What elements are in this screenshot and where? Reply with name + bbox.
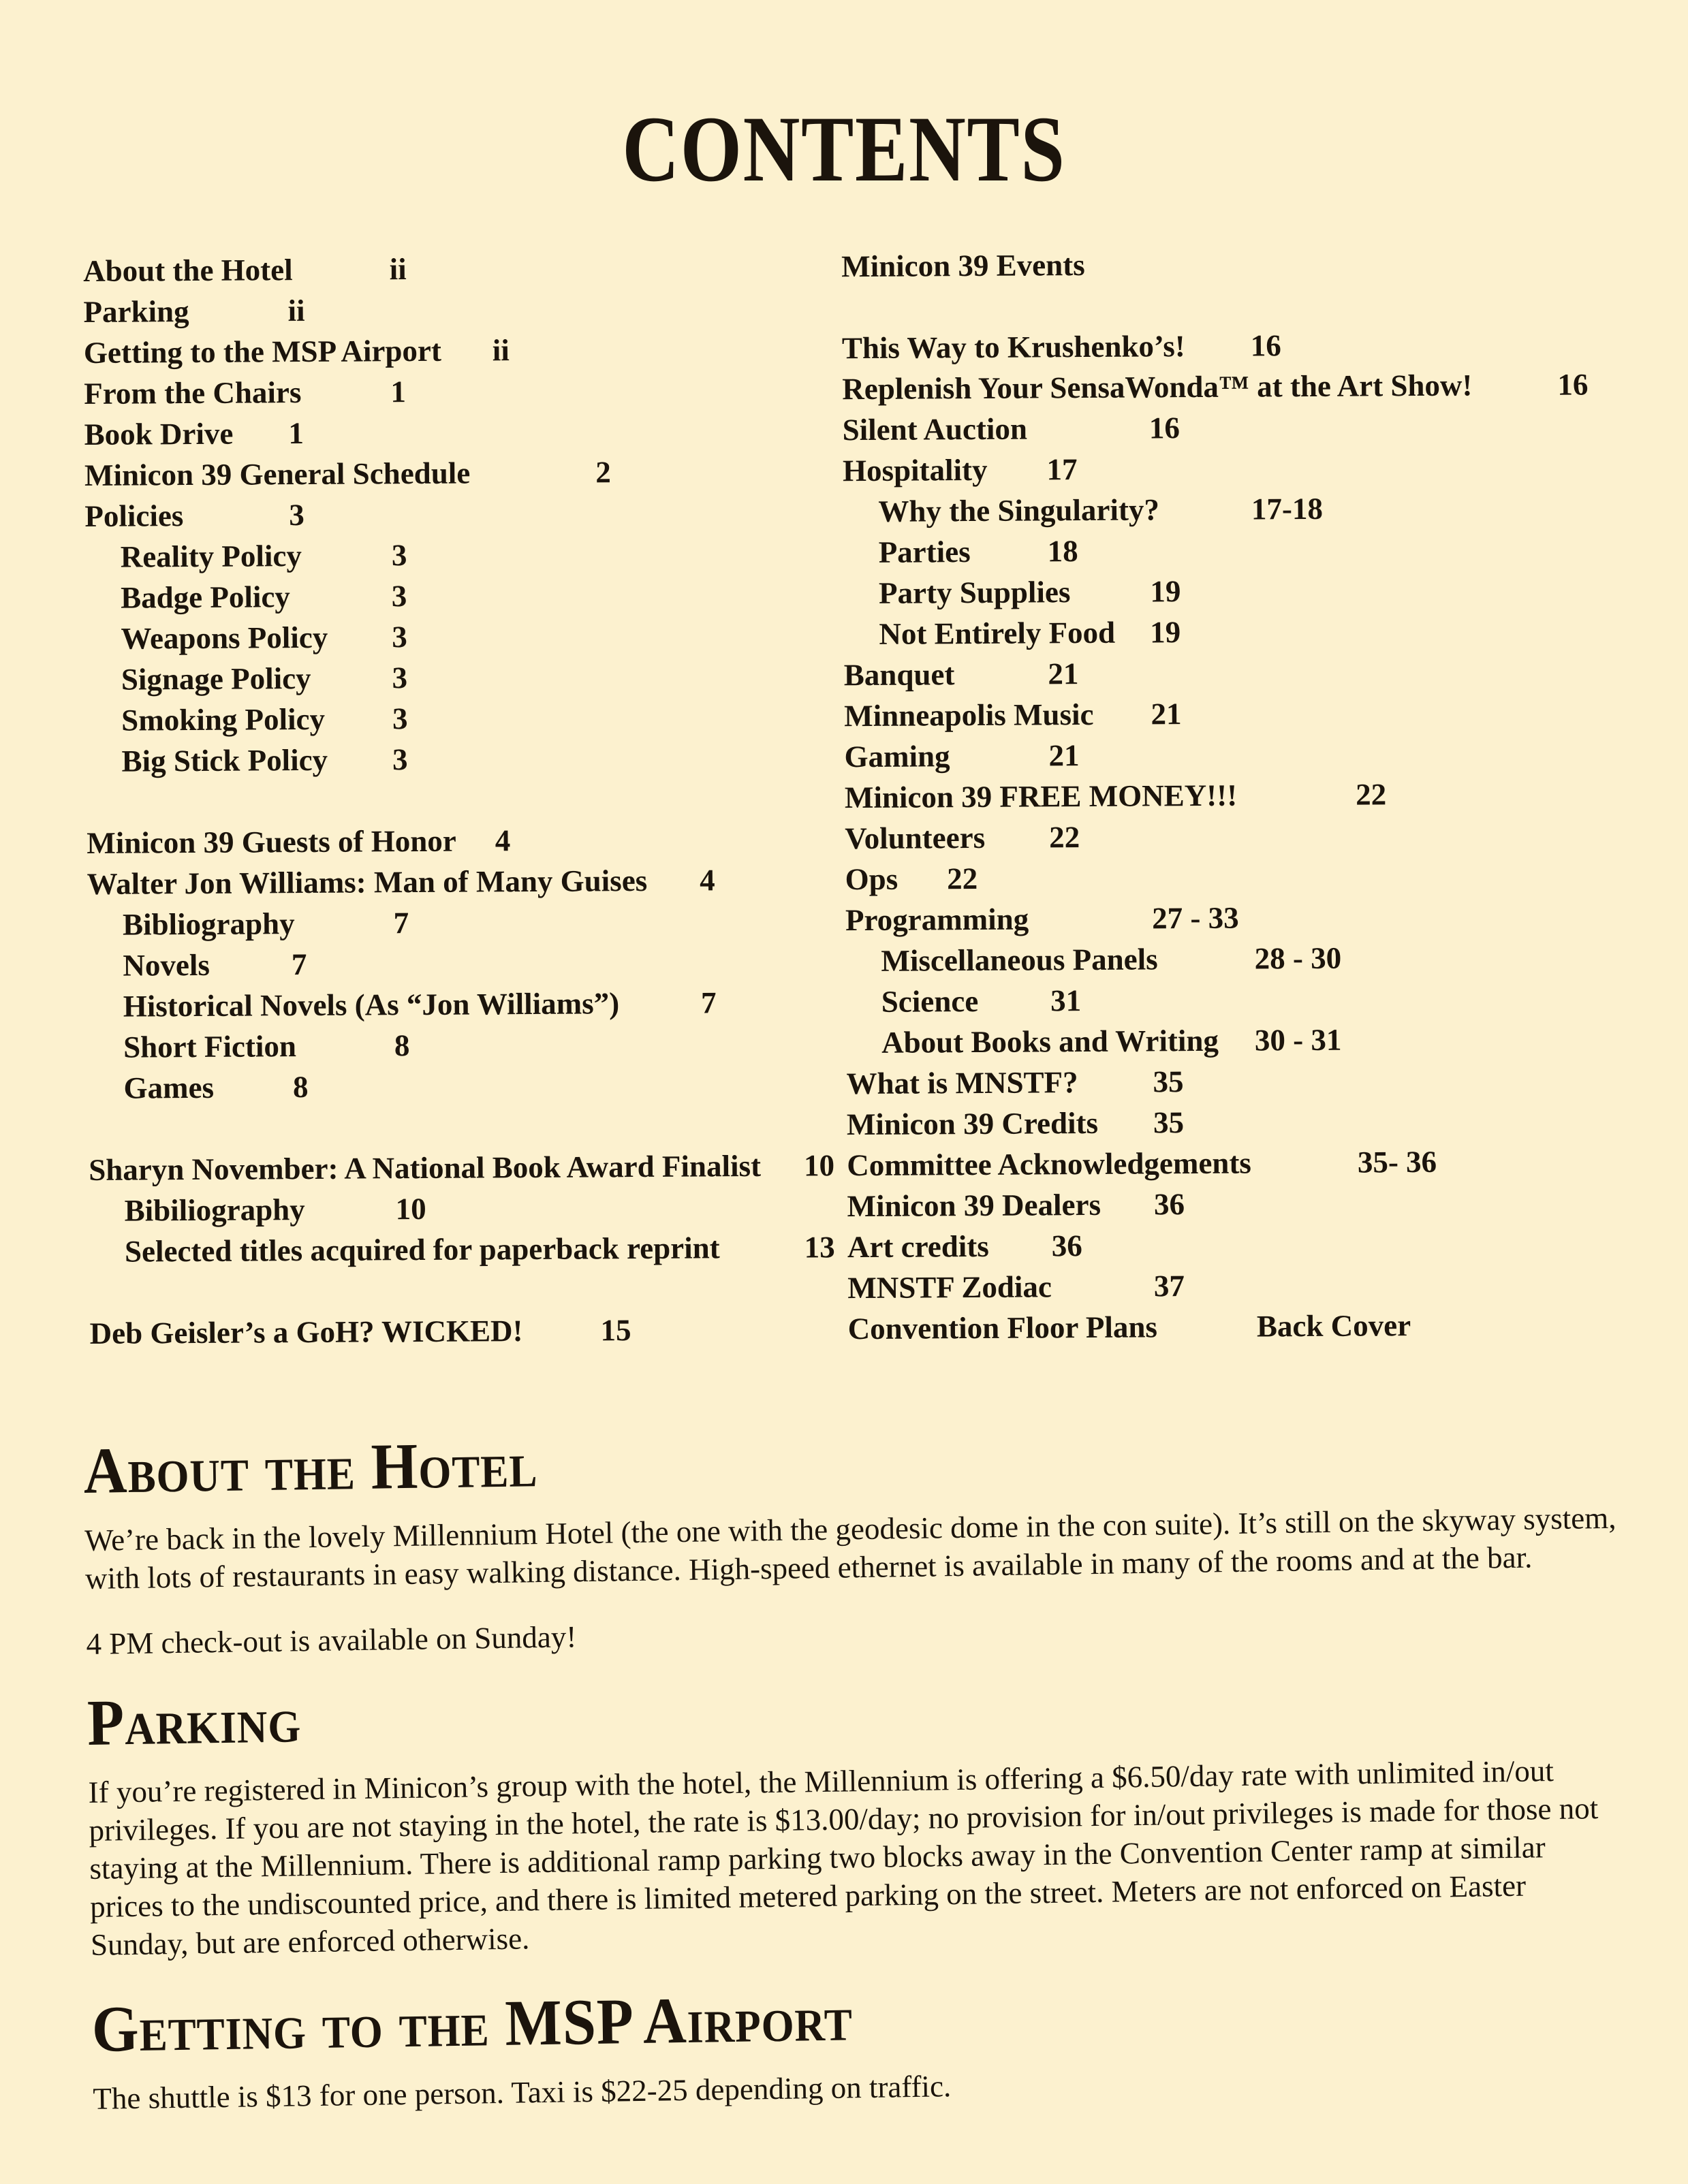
toc-entry [88, 1022, 846, 1068]
toc-entry-label: Minicon 39 Credits [846, 1105, 1099, 1142]
toc-entry-page: 19 [1149, 615, 1181, 650]
toc-entry-page: 10 [395, 1191, 426, 1226]
toc-entry [87, 900, 845, 945]
toc-entry [86, 695, 844, 741]
toc-entry-page: 17 [1046, 452, 1078, 487]
toc-entry-label: Bibliography [122, 906, 295, 942]
toc-entry-label: Games [123, 1070, 215, 1105]
toc-entry-label: This Way to Krushenko’s! [841, 329, 1185, 366]
toc-entry-page: 3 [392, 742, 408, 777]
toc-entry [89, 1186, 847, 1231]
toc-entry-label: Policies [84, 498, 184, 533]
toc-entry-page: 4 [700, 863, 715, 898]
toc-entry-label: Convention Floor Plans [847, 1310, 1158, 1346]
toc-entry [845, 813, 1623, 859]
toc-entry-label: Minicon 39 Events [841, 248, 1085, 284]
toc-entry-label: Selected titles acquired for paperback reprint [124, 1231, 720, 1269]
toc-entry [841, 241, 1620, 287]
toc-entry [88, 981, 846, 1027]
toc-entry-label: Why the Singularity? [878, 492, 1160, 528]
toc-entry [845, 895, 1624, 940]
toc-entry-page: 3 [392, 620, 407, 654]
toc-entry-label: Minicon 39 FREE MONEY!!! [844, 778, 1238, 815]
toc-entry-page: 1 [288, 416, 304, 451]
toc-entry-label: Smoking Policy [121, 701, 326, 738]
toc-entry-label: Minicon 39 Guests of Honor [87, 823, 456, 860]
toc-entry-label: Sharyn November: A National Book Award Finalist [89, 1148, 762, 1187]
section-heading: Parking [87, 1683, 302, 1759]
toc-entry [847, 1181, 1625, 1226]
toc-entry [848, 1303, 1627, 1349]
toc-entry-label: Minicon 39 Dealers [847, 1187, 1101, 1224]
page-sections [83, 1416, 1626, 2118]
section-parking [87, 1668, 1623, 1964]
section-about-the-hotel [83, 1416, 1619, 1663]
toc-entry-page: 3 [392, 661, 408, 695]
toc-entry [87, 818, 845, 864]
toc-entry-page: 7 [291, 947, 307, 982]
toc-entry [84, 368, 842, 414]
toc-entry-page: 16 [1148, 411, 1181, 445]
toc-entry-page: 36 [1051, 1229, 1082, 1263]
toc-entry-label: Reality Policy [120, 539, 302, 574]
toc-entry-label: Weapons Policy [121, 620, 328, 656]
page-title: CONTENTS [622, 97, 1066, 201]
toc-entry [85, 573, 843, 618]
toc-entry-label: Getting to the MSP Airport [83, 333, 441, 370]
toc-entry-label: Hospitality [842, 452, 988, 488]
toc-entry [87, 859, 845, 904]
toc-entry-page: 35- 36 [1357, 1144, 1437, 1180]
toc-entry [85, 614, 843, 659]
toc-entry-label: Parties [878, 535, 971, 569]
toc-entry [83, 246, 841, 291]
toc-entry-label: Minneapolis Music [844, 697, 1094, 733]
toc-entry-label: Badge Policy [120, 580, 290, 615]
toc-entry [84, 450, 843, 496]
toc-entry-label: Volunteers [845, 820, 986, 856]
toc-entry [847, 1140, 1625, 1186]
toc-entry [89, 1145, 847, 1190]
section-heading: Getting to the MSP Airport [91, 1981, 854, 2066]
toc-entry [87, 940, 845, 986]
toc-entry-page: 31 [1050, 983, 1082, 1018]
toc-entry-label: Silent Auction [842, 411, 1028, 447]
toc-entry [842, 405, 1621, 450]
toc-entry [84, 409, 842, 455]
toc-entry-page: 1 [390, 375, 407, 409]
section-paragraph: If you’re registered in Minicon’s group with the hotel, the Millennium is offering a $6.50/day rate with unlimited in/out privileges. If you are not staying in the hotel, the rate is $13.00/day; no provision for in/out privileges is made for those not staying at the Millennium. There is additional ramp parking two blocks away in the Convention Center ramp at similar prices to the undiscounted price, and there is limited metered parking on the street. Meters are not enforced on Easter Sunday, but are enforced otherwise. [88, 1754, 1599, 1962]
toc-entry-page: Back Cover [1256, 1308, 1411, 1344]
toc-entry-page: ii [389, 252, 407, 287]
toc-entry-page: 3 [289, 498, 304, 533]
toc-entry-page: ii [492, 333, 510, 368]
toc-entry [843, 568, 1622, 614]
toc-entry-page: 36 [1153, 1187, 1185, 1222]
toc-entry-label: Deb Geisler’s a GoH? WICKED! [89, 1314, 523, 1350]
toc-entry-label: Big Stick Policy [121, 742, 328, 778]
toc-entry [845, 772, 1623, 818]
toc-entry [846, 1017, 1625, 1063]
toc-entry-page: 2 [595, 455, 611, 490]
toc-entry-label: Gaming [844, 739, 950, 774]
toc-entry-label: Signage Policy [121, 661, 311, 697]
toc-entry-label: Walter Jon Williams: Man of Many Guises [87, 863, 648, 901]
section-getting-to-msp-airport [91, 1974, 1625, 2118]
toc-entry [841, 282, 1620, 328]
toc-column-right [841, 241, 1627, 1349]
toc-entry-label: Replenish Your SensaWonda™ at the Art Show! [842, 368, 1473, 407]
table-of-contents [83, 241, 1627, 1354]
toc-entry-label: Science [881, 983, 979, 1019]
toc-entry-label: Programming [845, 902, 1029, 938]
toc-entry-label: What is MNSTF? [846, 1065, 1078, 1101]
toc-entry [83, 287, 841, 332]
toc-entry-page: 13 [804, 1230, 835, 1265]
toc-entry [844, 650, 1623, 695]
toc-entry-page: 22 [1048, 820, 1080, 855]
toc-entry-page: 8 [394, 1028, 410, 1063]
toc-entry-label: Historical Novels (As “Jon Williams”) [123, 986, 620, 1024]
toc-entry-page: 16 [1557, 367, 1589, 402]
toc-entry-page: ii [287, 294, 305, 328]
toc-entry [846, 1058, 1625, 1104]
toc-entry-page: 27 - 33 [1151, 900, 1239, 936]
toc-entry-page: 22 [947, 861, 978, 896]
toc-entry-page: 3 [392, 701, 408, 736]
toc-entry-page: 28 - 30 [1254, 940, 1342, 976]
toc-entry [84, 491, 843, 537]
section-paragraph: We’re back in the lovely Millennium Hotel (the one with the geodesic dome in the con suite). It’s still on the skyway system, with lots of restaurants in easy walking distance. High-speed ethernet is available in many of the rooms and at the bar. [84, 1500, 1616, 1596]
toc-entry [90, 1308, 848, 1354]
toc-entry-page: 3 [391, 538, 407, 573]
toc-entry [89, 1104, 847, 1150]
toc-entry-page: 8 [292, 1070, 309, 1105]
toc-entry [86, 654, 844, 700]
toc-entry-label: Party Supplies [878, 575, 1071, 610]
toc-entry-page: 7 [393, 906, 409, 940]
toc-entry-page: 4 [495, 823, 511, 858]
toc-entry-page: 15 [600, 1313, 631, 1348]
toc-entry [847, 1099, 1625, 1145]
toc-entry [843, 486, 1621, 532]
toc-entry [847, 1222, 1626, 1267]
section-paragraph: The shuttle is $13 for one person. Taxi is $22-25 depending on traffic. [93, 2069, 952, 2116]
toc-entry [87, 777, 845, 823]
toc-entry [845, 936, 1624, 981]
toc-entry-label: Parking [83, 294, 189, 329]
toc-entry [85, 532, 843, 577]
toc-entry [842, 364, 1621, 409]
toc-entry-page: 7 [700, 985, 717, 1020]
toc-entry [842, 323, 1621, 368]
toc-entry-page: 17-18 [1251, 491, 1324, 526]
toc-entry [86, 736, 844, 782]
toc-entry [89, 1267, 847, 1313]
toc-entry-label: About the Hotel [83, 253, 293, 288]
toc-entry-label: Art credits [847, 1229, 989, 1265]
toc-entry-page: 19 [1150, 574, 1181, 609]
toc-entry [847, 1263, 1626, 1308]
toc-entry [843, 609, 1622, 654]
toc-entry-label: From the Chairs [84, 375, 302, 411]
toc-entry-page: 30 - 31 [1254, 1022, 1342, 1058]
toc-entry-page: 22 [1355, 777, 1387, 812]
toc-entry [84, 328, 842, 373]
toc-entry [846, 977, 1625, 1022]
toc-entry [88, 1063, 846, 1109]
section-heading: About the Hotel [82, 1427, 539, 1507]
toc-entry-label: MNSTF Zodiac [847, 1269, 1052, 1305]
toc-column-left [83, 246, 848, 1354]
toc-entry-label: Bibiliography [124, 1192, 305, 1228]
toc-entry-label: Novels [123, 947, 210, 983]
section-paragraph: 4 PM check-out is available on Sunday! [86, 1619, 577, 1661]
toc-entry-label: Minicon 39 General Schedule [84, 456, 471, 492]
toc-entry-label: Banquet [843, 657, 955, 693]
toc-entry [844, 691, 1623, 736]
toc-entry-label: Not Entirely Food [879, 615, 1116, 651]
toc-entry-label: Committee Acknowledgements [847, 1145, 1252, 1183]
toc-entry-page: 35 [1153, 1064, 1184, 1099]
toc-entry-page: 21 [1151, 697, 1182, 731]
toc-entry-label: Ops [845, 861, 898, 897]
toc-entry-page: 18 [1047, 534, 1078, 569]
toc-entry [843, 445, 1621, 491]
toc-entry-page: 16 [1250, 328, 1281, 363]
toc-entry-label: Short Fiction [123, 1029, 297, 1064]
toc-entry [89, 1226, 847, 1272]
toc-entry [844, 731, 1623, 777]
toc-entry-page: 35 [1153, 1105, 1185, 1140]
toc-entry-page: 37 [1153, 1269, 1185, 1303]
toc-entry-page: 10 [803, 1148, 835, 1183]
toc-entry [845, 854, 1623, 900]
toc-entry [843, 527, 1622, 573]
toc-entry-page: 3 [391, 579, 407, 614]
toc-entry-label: About Books and Writing [881, 1023, 1219, 1060]
toc-entry-page: 21 [1048, 656, 1079, 691]
toc-entry-label: Book Drive [84, 416, 234, 452]
toc-entry-page: 21 [1048, 738, 1080, 773]
toc-entry-label: Miscellaneous Panels [881, 942, 1158, 978]
